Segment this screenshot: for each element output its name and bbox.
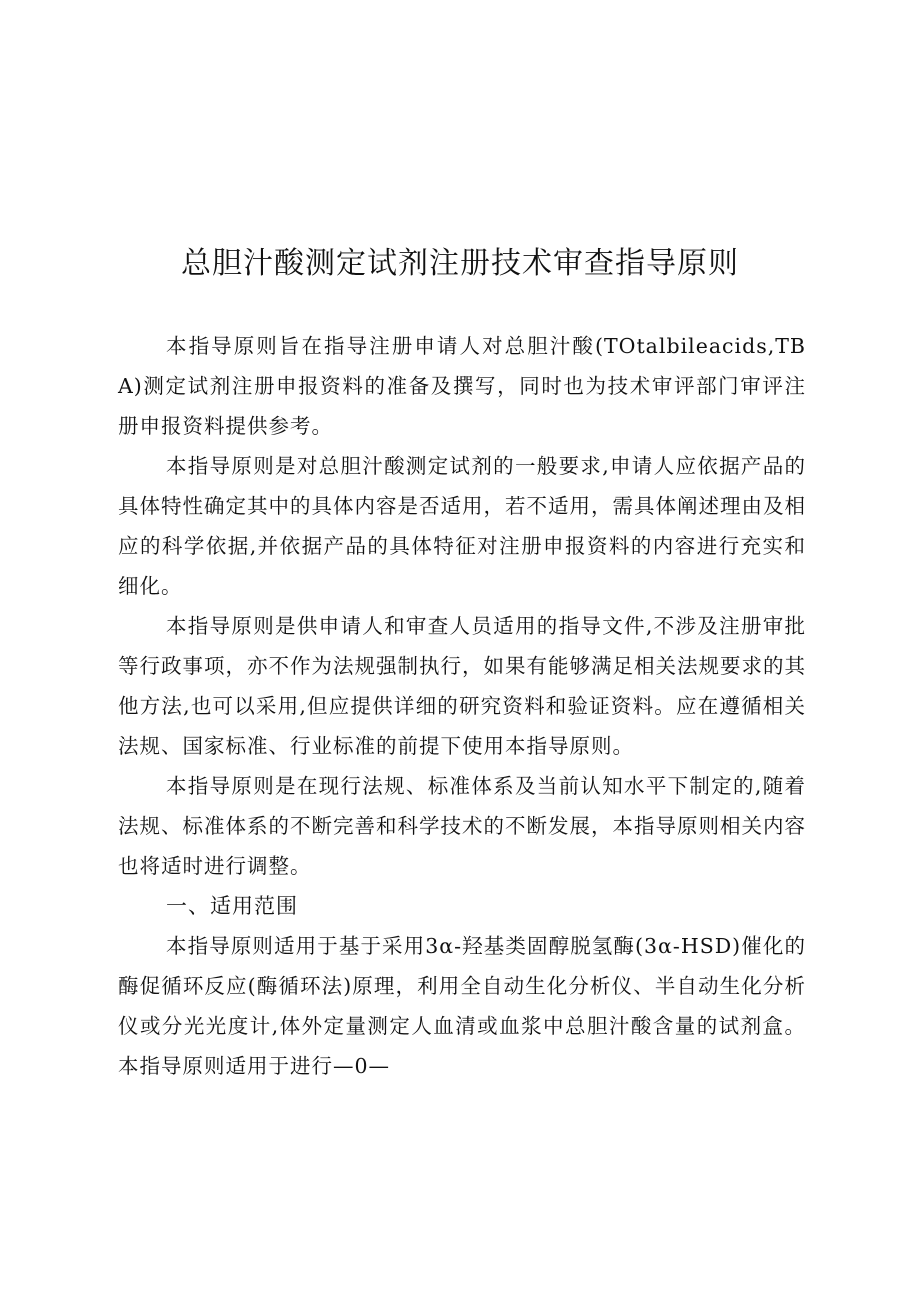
paragraph-purpose: 本指导原则旨在指导注册申请人对总胆汁酸(TOtalbileacids,TBA)测定试剂注册申报资料的准备及撰写，同时也为技术审评部门审评注册申报资料提供参考。 — [118, 334, 806, 438]
document-title: 总胆汁酸测定试剂注册技术审查指导原则 — [181, 246, 739, 281]
paragraph-applicable-scope: 本指导原则适用于基于采用3α-羟基类固醇脱氢酶(3α-HSD)催化的酶促循环反应(酶循环法)原理，利用全自动生化分析仪、半自动生化分析仪或分光光度计,体外定量测定人血清或血浆中总胆汁酸含量的试剂盒。本指导原则适用于进行—0— — [118, 934, 806, 1078]
document-body — [118, 326, 806, 1086]
section-heading-applicable-scope: 一、适用范围 — [166, 894, 298, 918]
paragraph-scope-of-use: 本指导原则是供申请人和审查人员适用的指导文件,不涉及注册审批等行政事项，亦不作为法规强制执行，如果有能够满足相关法规要求的其他方法,也可以采用,但应提供详细的研究资料和验证资料。应在遵循相关法规、国家标准、行业标准的前提下使用本指导原则。 — [118, 614, 806, 758]
paragraph-adjustment-notice: 本指导原则是在现行法规、标准体系及当前认知水平下制定的,随着法规、标准体系的不断完善和科学技术的不断发展，本指导原则相关内容也将适时进行调整。 — [118, 774, 806, 878]
paragraph-general-requirements: 本指导原则是对总胆汁酸测定试剂的一般要求,申请人应依据产品的具体特性确定其中的具体内容是否适用，若不适用，需具体阐述理由及相应的科学依据,并依据产品的具体特征对注册申报资料的内容进行充实和细化。 — [118, 454, 806, 598]
